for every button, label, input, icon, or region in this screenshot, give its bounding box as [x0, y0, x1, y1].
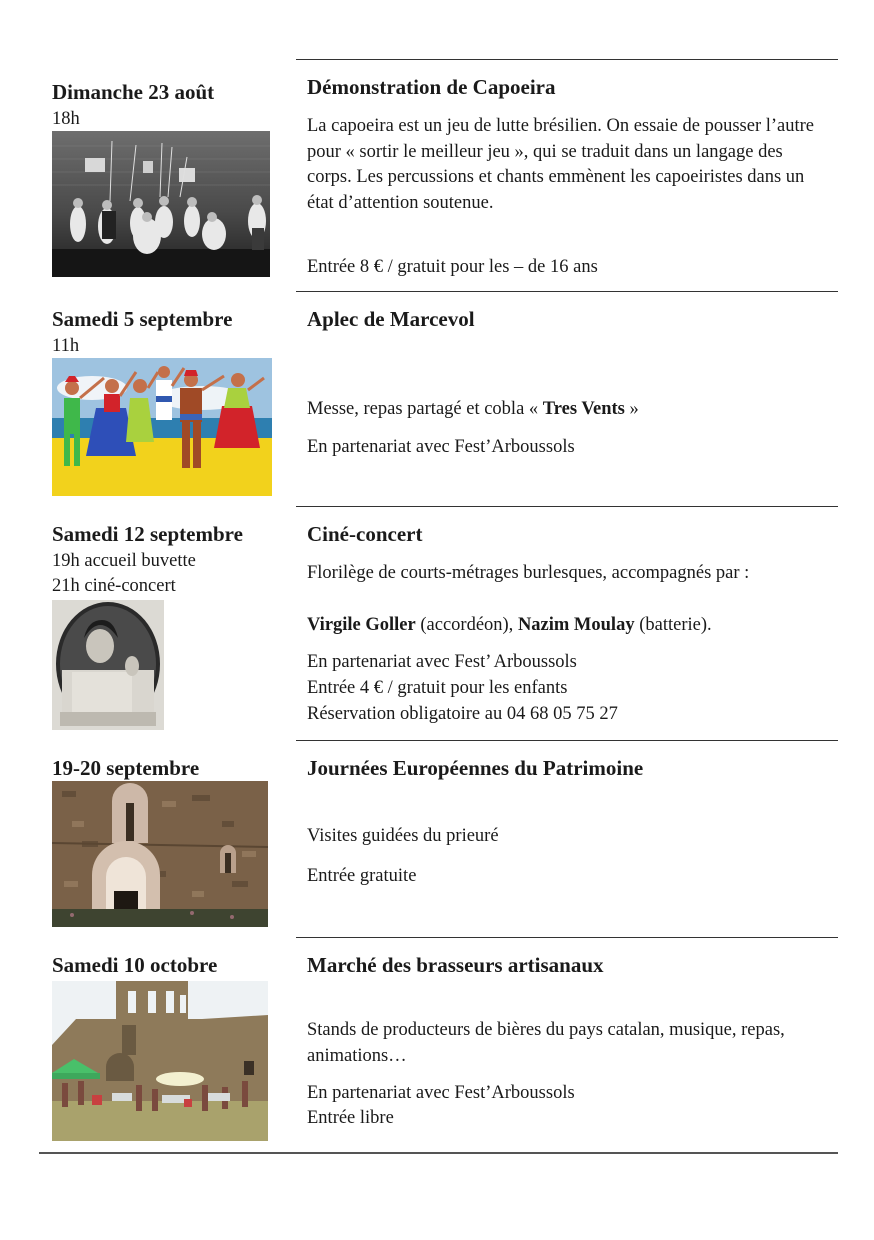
event-title: Ciné-concert: [307, 522, 423, 546]
event-reservation: Réservation obligatoire au 04 68 05 75 27: [307, 704, 618, 724]
event-date: Samedi 10 octobre: [52, 953, 218, 977]
event-date: Samedi 5 septembre: [52, 307, 233, 331]
event-title: Marché des brasseurs artisanaux: [307, 953, 604, 977]
performer-role: (accordéon),: [415, 615, 518, 635]
event-title: Démonstration de Capoeira: [307, 75, 556, 99]
description-text: Messe, repas partagé et cobla «: [307, 399, 543, 419]
event-date: Dimanche 23 août: [52, 80, 215, 104]
event-performers: [307, 613, 827, 639]
cobla-name: Tres Vents: [542, 399, 625, 419]
event-description: Visites guidées du prieuré: [307, 826, 499, 846]
event-partner: En partenariat avec Fest’ Arboussols: [307, 652, 577, 672]
performer-name: Virgile Goller: [307, 615, 416, 635]
event-time: 19h accueil buvette: [52, 551, 196, 571]
event-partner: En partenariat avec Fest’Arboussols: [307, 1083, 575, 1103]
separator-3: [296, 740, 838, 741]
silent-film-portrait-photo: [52, 600, 164, 730]
event-date: Samedi 12 septembre: [52, 522, 243, 546]
performer-role: (batterie).: [634, 615, 712, 635]
separator-2: [296, 506, 838, 507]
event-description: [307, 397, 827, 423]
description-text: »: [624, 399, 639, 419]
event-price: Entrée 4 € / gratuit pour les enfants: [307, 678, 568, 698]
capoeira-photo: [52, 131, 270, 277]
event-time: 18h: [52, 109, 80, 129]
brewers-market-photo: [52, 981, 268, 1141]
event-price: Entrée 8 € / gratuit pour les – de 16 ans: [307, 257, 598, 277]
event-description: Florilège de courts-métrages burlesques, accompagnés par :: [307, 563, 750, 583]
sardane-dancers-photo: [52, 358, 272, 496]
event-title: Aplec de Marcevol: [307, 307, 475, 331]
priory-facade-photo: [52, 781, 268, 927]
event-price: Entrée libre: [307, 1108, 394, 1128]
event-title: Journées Européennes du Patrimoine: [307, 756, 644, 780]
separator-4: [296, 937, 838, 938]
event-partner: En partenariat avec Fest’Arboussols: [307, 437, 575, 457]
separator-1: [296, 291, 838, 292]
separator-top: [296, 59, 838, 60]
event-time: 11h: [52, 336, 80, 356]
event-price: Entrée gratuite: [307, 866, 417, 886]
performer-name: Nazim Moulay: [517, 615, 635, 635]
event-time: 21h ciné-concert: [52, 576, 176, 596]
event-date: 19-20 septembre: [52, 756, 200, 780]
separator-bottom: [39, 1152, 838, 1154]
event-description: Stands de producteurs de bières du pays catalan, musique, repas, animations…: [307, 1020, 785, 1066]
event-description: La capoeira est un jeu de lutte brésilien. On essaie de pousser l’autre pour « sortir le meilleur jeu », qui se traduit dans un langage des corps. Les percussions et chants emmènent les capoeiristes dans un état d’attention soutenue.: [307, 116, 815, 213]
